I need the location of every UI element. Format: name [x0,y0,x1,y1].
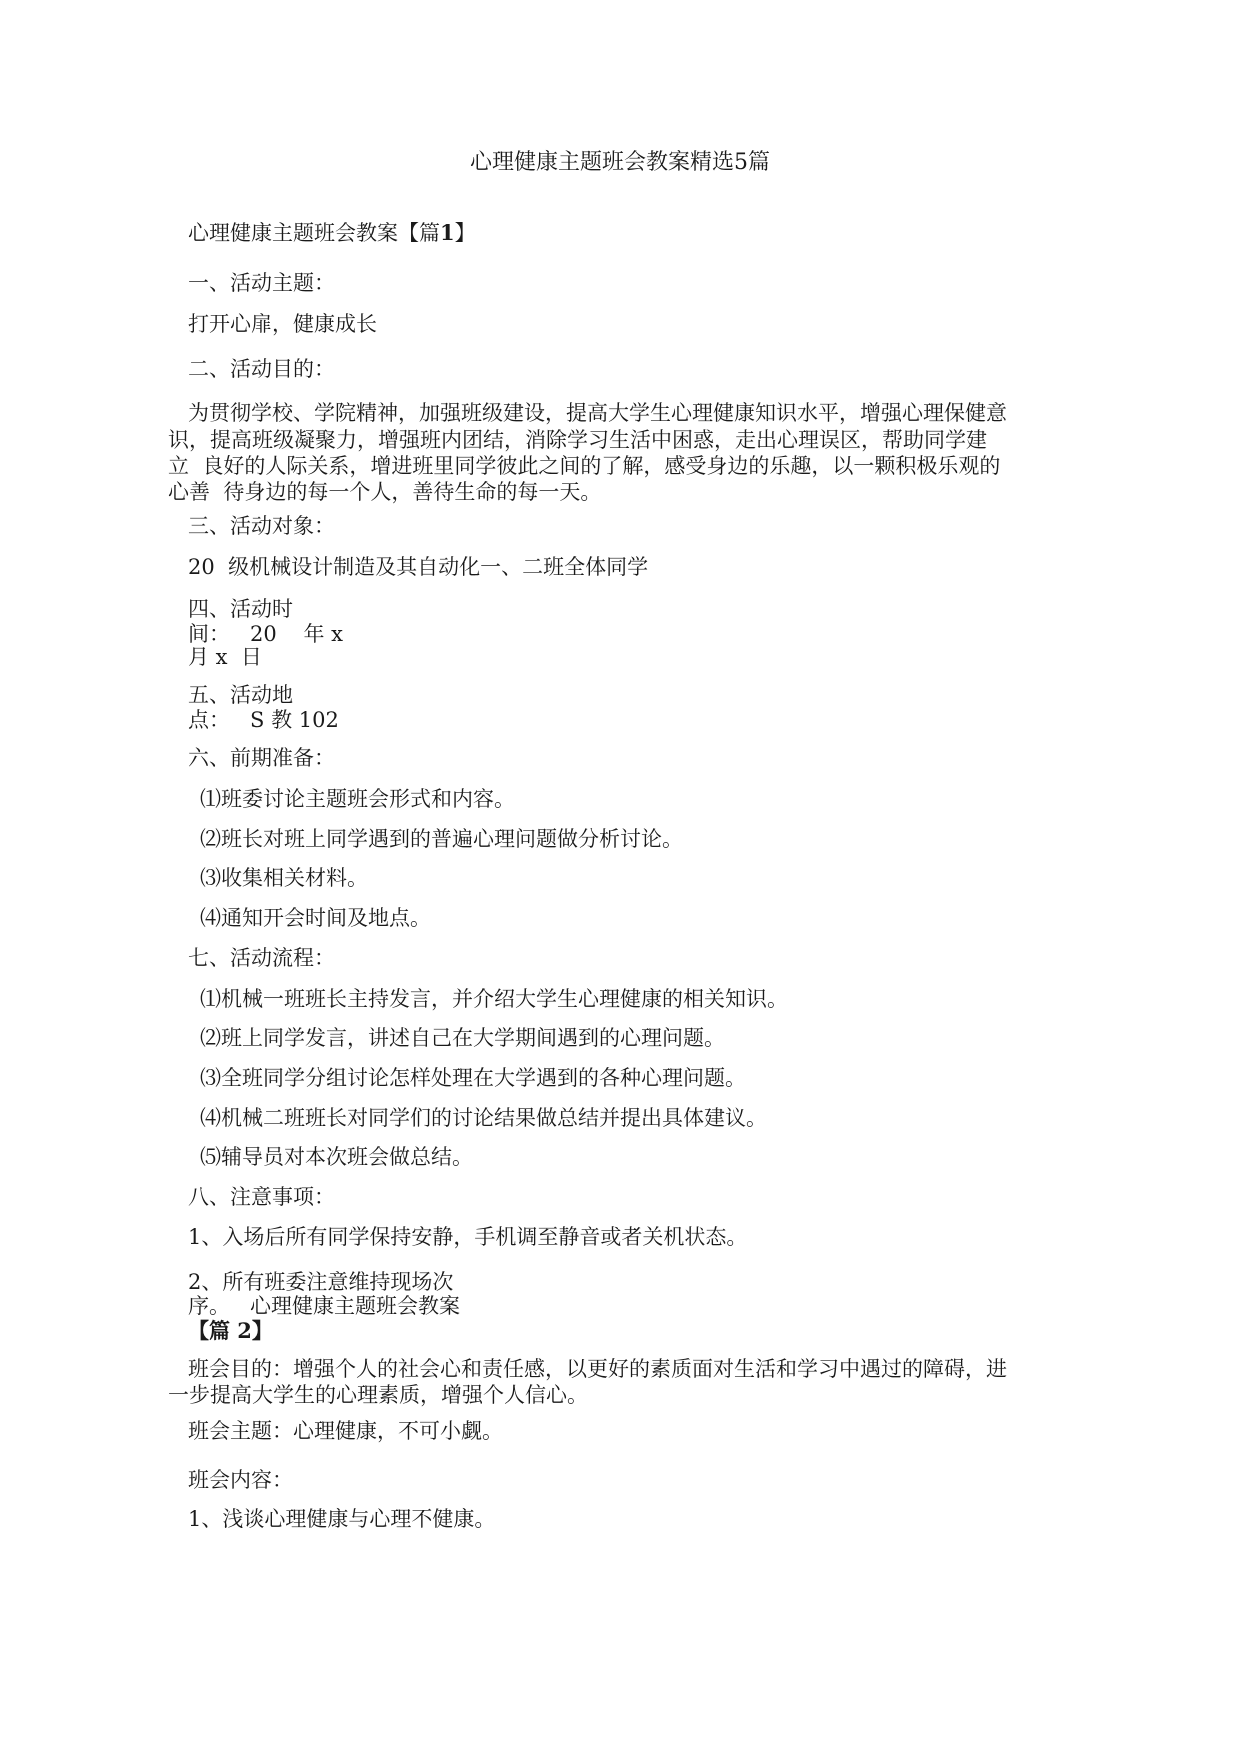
purpose-line: 为贯彻学校、学院精神，加强班级建设，提高大学生心理健康知识水平，增强心理保健意 [188,401,1007,425]
process-item: ⑵班上同学发言，讲述自己在大学期间遇到的心理问题。 [200,1026,725,1050]
preparation-item: ⑶收集相关材料。 [200,866,368,890]
document-title: 心理健康主题班会教案精选5篇 [470,150,770,175]
note-item: 1、入场后所有同学保持安静，手机调至静音或者关机状态。 [188,1225,748,1249]
heading-activity-location: 五、活动地 [188,683,293,707]
activity-time-line: 间： 20 年 x [188,622,343,646]
purpose-line: 立 良好的人际关系，增进班里同学彼此之间的了解，感受身边的乐趣，以一颗积极乐观的 [168,454,1001,478]
process-item: ⑸辅导员对本次班会做总结。 [200,1145,473,1169]
preparation-item: ⑷通知开会时间及地点。 [200,906,431,930]
note-item: 2、所有班委注意维持现场次 [188,1270,454,1294]
heading-activity-process: 七、活动流程： [188,946,335,970]
part1-bracket: 】 [454,221,476,245]
process-item: ⑷机械二班班长对同学们的讨论结果做总结并提出具体建议。 [200,1106,767,1130]
activity-time-line: 月 x 日 [188,645,262,669]
part1-heading-text: 心理健康主题班会教案【篇 [188,221,440,245]
preparation-item: ⑵班长对班上同学遇到的普遍心理问题做分析讨论。 [200,827,683,851]
purpose-line: 识，提高班级凝聚力，增强班内团结，消除学习生活中困惑，走出心理误区，帮助同学建 [168,428,987,452]
activity-location-line: 点： S 教 102 [188,708,339,732]
section-heading-part1 [188,220,476,246]
heading-activity-theme: 一、活动主题： [188,271,335,295]
meeting-goal-line: 班会目的：增强个人的社会心和责任感，以更好的素质面对生活和学习中遇过的障碍，进 [188,1357,1007,1381]
heading-activity-audience: 三、活动对象： [188,514,335,538]
meeting-content-item: 1、浅谈心理健康与心理不健康。 [188,1507,496,1531]
heading-activity-time: 四、活动时 [188,597,293,621]
note-item: 序。 心理健康主题班会教案 [188,1294,461,1318]
part1-number: 1 [440,220,455,245]
purpose-line: 心善 待身边的每一个人，善待生命的每一天。 [168,480,602,504]
section-heading-part2: 【篇 2】 [188,1318,273,1343]
heading-notes: 八、注意事项： [188,1185,335,1209]
process-item: ⑶全班同学分组讨论怎样处理在大学遇到的各种心理问题。 [200,1066,746,1090]
heading-preparation: 六、前期准备： [188,746,335,770]
process-item: ⑴机械一班班长主持发言，并介绍大学生心理健康的相关知识。 [200,987,788,1011]
preparation-item: ⑴班委讨论主题班会形式和内容。 [200,787,515,811]
heading-activity-purpose: 二、活动目的： [188,357,335,381]
meeting-theme: 班会主题：心理健康，不可小觑。 [188,1419,503,1443]
audience-text: 20 级机械设计制造及其自动化一、二班全体同学 [188,555,649,579]
meeting-content-heading: 班会内容： [188,1468,293,1492]
activity-theme-text: 打开心扉，健康成长 [188,312,377,336]
meeting-goal-line: 一步提高大学生的心理素质，增强个人信心。 [168,1383,588,1407]
